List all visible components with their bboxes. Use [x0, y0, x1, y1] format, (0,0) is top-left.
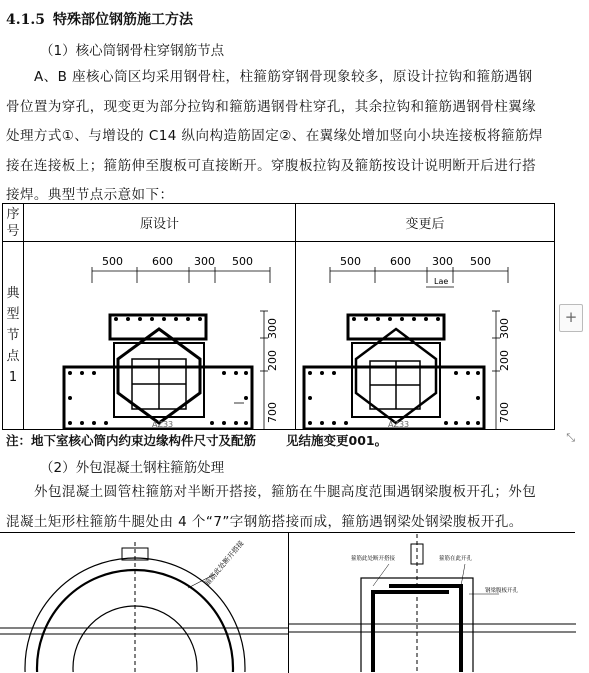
paragraph-2 — [6, 478, 554, 537]
paragraph-1 — [6, 63, 554, 211]
row-label-char: 型 — [6, 307, 20, 322]
dim-label: 500 — [102, 254, 123, 268]
row-label-char: 1 — [8, 370, 18, 385]
dim-label: 700 — [266, 401, 279, 423]
dim-label: 500 — [470, 254, 491, 268]
section-heading — [6, 9, 193, 29]
dim-label: 300 — [432, 254, 453, 268]
add-row-button[interactable]: + — [559, 304, 583, 332]
dim-label: 700 — [498, 401, 511, 423]
component-tag: AZ33 — [388, 419, 410, 429]
seq-header-text: 序号 — [6, 206, 20, 239]
fig2-right-label: 箍筋此处断开搭接 — [351, 556, 396, 562]
section-title: 特殊部位钢筋施工方法 — [52, 12, 193, 28]
changed-design-drawing — [296, 243, 554, 429]
subheading-2: （2）外包混凝土钢柱箍筋处理 — [40, 460, 225, 476]
para1-line: A、B 座核心筒区均采用钢骨柱，柱箍筋穿钢骨现象较多，原设计拉钩和箍筋遇钢 — [34, 69, 533, 85]
dim-label: 300 — [194, 254, 215, 268]
row-label-char: 节 — [6, 328, 20, 343]
dim-label: 200 — [498, 349, 511, 371]
fig2-right-label: 钢梁腹板开孔 — [485, 588, 519, 594]
para1-line: 接在连接板上；箍筋伸至腹板可直接断开。穿腹板拉钩及箍筋按设计说明断开后进行搭 — [6, 157, 537, 174]
subheading-1: （1）核心筒钢骨柱穿钢筋节点 — [40, 43, 225, 59]
original-design-cell — [24, 242, 296, 430]
dim-label: 300 — [266, 317, 279, 339]
expand-icon[interactable]: ⤡ — [566, 431, 575, 444]
round-column-drawing — [0, 534, 288, 672]
dim-label: 500 — [232, 254, 253, 268]
dim-label: 600 — [152, 254, 173, 268]
header-seq — [3, 204, 24, 242]
changed-design-cell — [296, 242, 555, 430]
row-label-char: 典 — [6, 286, 20, 301]
para1-line: 接焊。典型节点示意如下： — [6, 187, 174, 203]
original-design-drawing — [24, 243, 295, 429]
dim-label: 200 — [266, 349, 279, 371]
fig2-right-label: 箍筋在此开孔 — [439, 556, 473, 562]
rect-column-drawing — [289, 534, 576, 672]
fig2-left-label: 箍筋此处断开搭接 — [203, 539, 246, 588]
row-label-cell — [3, 242, 24, 430]
figure-table-2 — [0, 532, 575, 673]
dim-label: 600 — [390, 254, 411, 268]
para2-line: 混凝土矩形柱箍筋牛腿处由 4 个“7”字钢筋搭接而成，箍筋遇钢梁处钢梁腹板开孔。 — [6, 513, 523, 530]
lae-label: Lae — [434, 276, 449, 286]
table-note — [6, 431, 387, 449]
node-table — [2, 203, 555, 430]
header-original: 原设计 — [24, 204, 296, 242]
para1-line: 处理方式①、与增设的 C14 纵向构造筋固定②、在翼缘处增加竖向小块连接板将箍筋焊 — [6, 128, 543, 144]
section-number: 4.1.5 — [6, 12, 45, 28]
row-label-char: 点 — [6, 349, 20, 364]
dim-label: 500 — [340, 254, 361, 268]
para1-line: 骨位置为穿孔，现变更为部分拉钩和箍筋遇钢骨柱穿孔，其余拉钩和箍筋遇钢骨柱翼缘 — [6, 98, 537, 115]
header-changed: 变更后 — [296, 204, 555, 242]
component-tag: AZ33 — [152, 419, 174, 429]
para2-line: 外包混凝土圆管柱箍筋对半断开搭接，箍筋在牛腿高度范围遇钢梁腹板开孔；外包 — [34, 484, 537, 500]
dim-label: 300 — [498, 317, 511, 339]
note-right: 见结施变更001。 — [286, 433, 388, 448]
note-left: 注：地下室核心筒内约束边缘构件尺寸及配筋 — [6, 433, 257, 448]
